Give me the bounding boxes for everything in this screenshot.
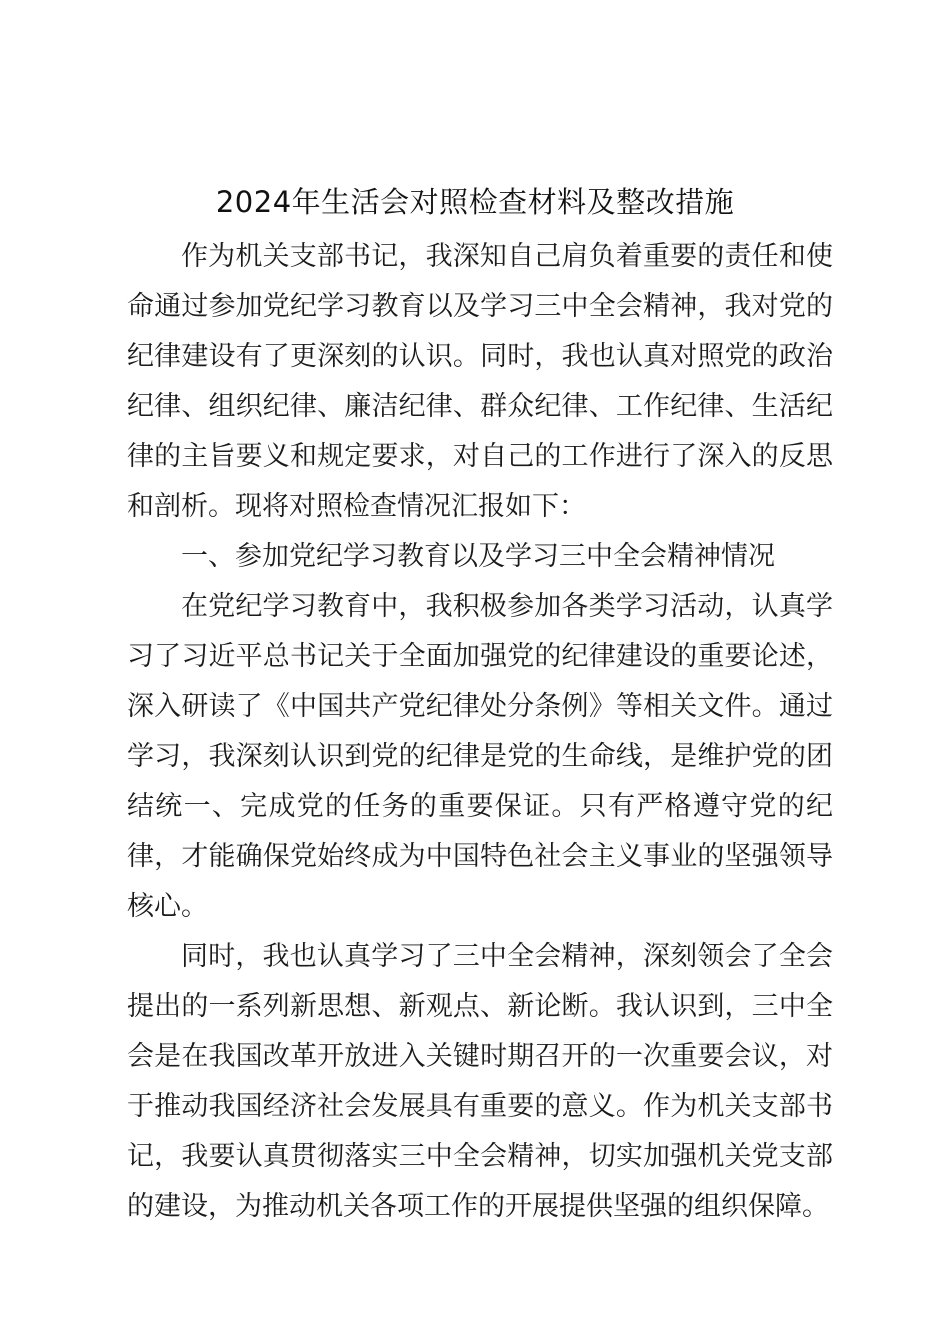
document-title: 2024年生活会对照检查材料及整改措施: [215, 185, 735, 219]
intro-paragraph: 作为机关支部书记，我深知自己肩负着重要的责任和使命通过参加党纪学习教育以及学习三中全会精神，我对党的纪律建设有了更深刻的认识。同时，我也认真对照党的政治纪律、组织纪律、廉洁纪律、群众纪律、工作纪律、生活纪律的主旨要义和规定要求，对自己的工作进行了深入的反思和剖析。现将对照检查情况汇报如下：: [127, 241, 833, 522]
study-paragraph: 在党纪学习教育中，我积极参加各类学习活动，认真学习了习近平总书记关于全面加强党的纪律建设的重要论述，深入研读了《中国共产党纪律处分条例》等相关文件。通过学习，我深刻认识到党的纪律是党的生命线，是维护党的团结统一、完成党的任务的重要保证。只有严格遵守党的纪律，才能确保党始终成为中国特色社会主义事业的坚强领导核心。: [127, 591, 833, 922]
section-heading: 一、参加党纪学习教育以及学习三中全会精神情况: [181, 541, 775, 572]
document-body: [127, 232, 833, 1232]
plenum-paragraph: 同时，我也认真学习了三中全会精神，深刻领会了全会提出的一系列新思想、新观点、新论断。我认识到，三中全会是在我国改革开放进入关键时期召开的一次重要会议，对于推动我国经济社会发展具有重要的意义。作为机关支部书记，我要认真贯彻落实三中全会精神，切实加强机关党支部的建设，为推动机关各项工作的开展提供坚强的组织保障。: [127, 941, 833, 1222]
